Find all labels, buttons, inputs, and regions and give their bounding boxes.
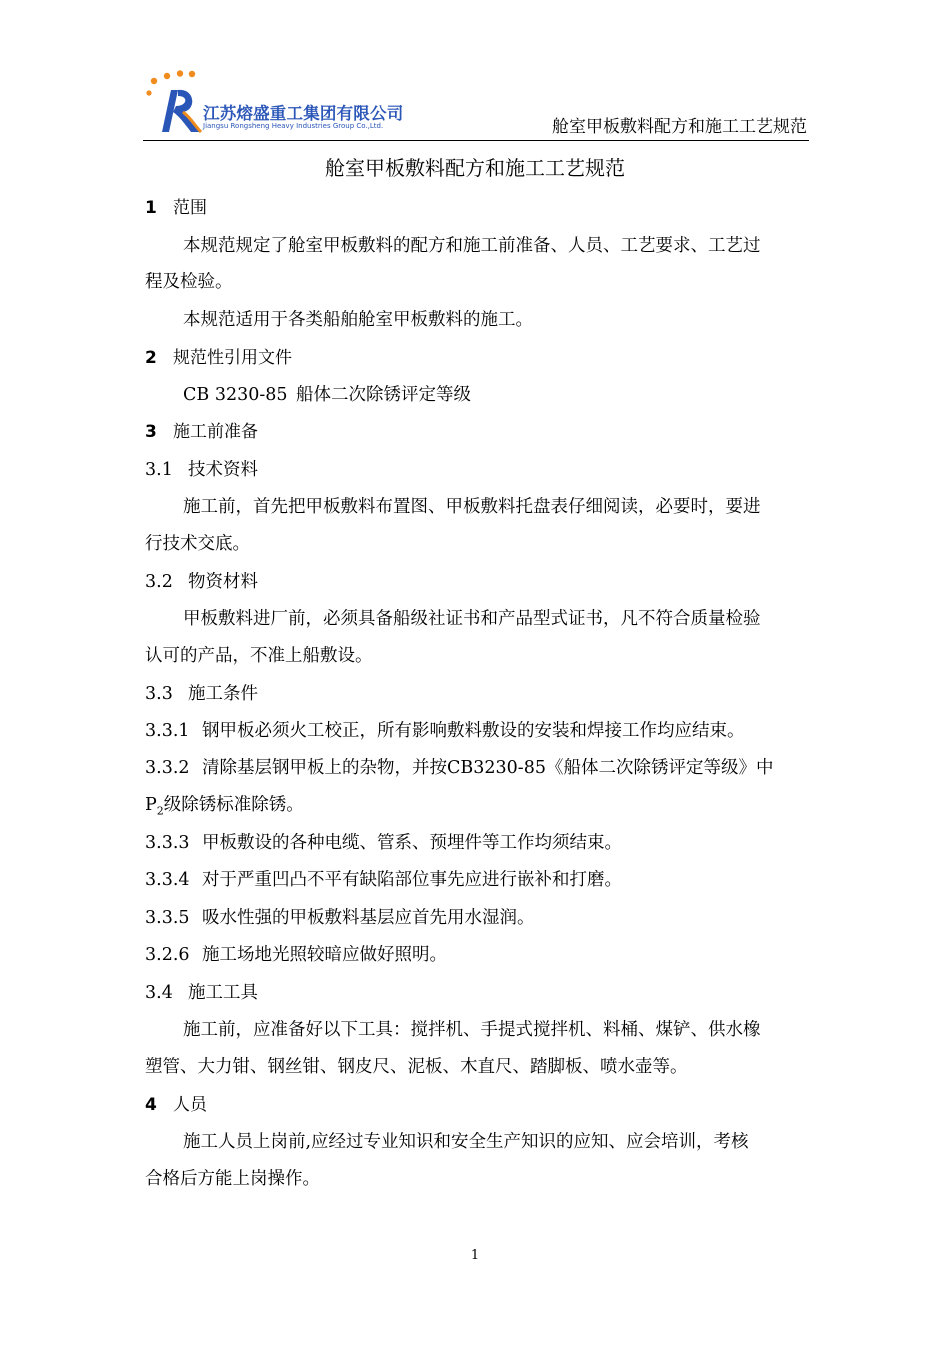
item-text: 钢甲板必须火工校正，所有影响敷料敷设的安装和焊接工作均应结束。 [202, 721, 745, 741]
item-text: 级除锈标准除锈。 [163, 795, 304, 815]
item-3-3-5 [145, 907, 535, 929]
subsection-number: 3.2 [145, 572, 173, 592]
subsection-title: 物资材料 [188, 572, 258, 592]
logo-company-name-en: Jiangsu Rongsheng Heavy Industries Group Co.,Ltd. [203, 122, 384, 130]
item-number: 3.3.1 [145, 721, 190, 741]
grade-letter: P [145, 795, 157, 815]
paragraph-continuation: 合格后方能上岗操作。 [145, 1169, 320, 1189]
subsection-3-2-heading [145, 571, 258, 593]
section-4-heading [145, 1094, 207, 1116]
paragraph-continuation: 认可的产品，不准上船敷设。 [145, 646, 373, 666]
item-3-2-6 [145, 944, 447, 966]
paragraph-continuation: 行技术交底。 [145, 534, 250, 554]
reference-title: 船体二次除锈评定等级 [296, 385, 471, 405]
item-3-3-4 [145, 869, 622, 891]
paragraph-continuation: 塑管、大力钳、钢丝钳、钢皮尺、泥板、木直尺、踏脚板、喷水壶等。 [145, 1057, 688, 1077]
section-title: 范围 [173, 198, 207, 218]
item-text: 施工场地光照较暗应做好照明。 [202, 945, 447, 965]
item-text: 吸水性强的甲板敷料基层应首先用水湿润。 [202, 908, 535, 928]
document-title: 舱室甲板敷料配方和施工工艺规范 [325, 156, 625, 180]
subsection-title: 施工条件 [188, 684, 258, 704]
subsection-number: 3.4 [145, 983, 173, 1003]
item-number: 3.3.4 [145, 870, 190, 890]
paragraph: 施工前，首先把甲板敷料布置图、甲板敷料托盘表仔细阅读，必要时，要进 [183, 497, 761, 517]
logo-company-name-cn: 江苏熔盛重工集团有限公司 [203, 104, 404, 123]
section-3-heading [145, 421, 258, 443]
subsection-title: 技术资料 [188, 460, 258, 480]
reference-code: CB 3230-85 [183, 385, 288, 405]
paragraph-continuation: 程及检验。 [145, 272, 233, 292]
section-number: 2 [145, 348, 157, 368]
section-title: 施工前准备 [173, 422, 258, 442]
item-text: 甲板敷设的各种电缆、管系、预埋件等工作均须结束。 [202, 833, 622, 853]
item-number: 3.3.5 [145, 908, 190, 928]
section-number: 1 [145, 198, 157, 218]
paragraph: 本规范规定了舱室甲板敷料的配方和施工前准备、人员、工艺要求、工艺过 [183, 236, 761, 256]
section-number: 3 [145, 422, 157, 442]
item-3-3-2-continuation [145, 794, 304, 816]
subsection-3-4-heading [145, 982, 258, 1004]
item-3-3-3 [145, 832, 622, 854]
item-text: 清除基层钢甲板上的杂物，并按CB3230-85《船体二次除锈评定等级》中 [202, 758, 774, 778]
item-number: 3.2.6 [145, 945, 190, 965]
item-number: 3.3.3 [145, 833, 190, 853]
item-number: 3.3.2 [145, 758, 190, 778]
section-title: 规范性引用文件 [173, 348, 292, 368]
page-header [143, 68, 809, 141]
subsection-3-3-heading [145, 683, 258, 705]
paragraph: 施工前，应准备好以下工具：搅拌机、手提式搅拌机、料桶、煤铲、供水橡 [183, 1020, 761, 1040]
logo-mark-icon [145, 70, 205, 136]
company-logo [145, 70, 475, 136]
section-1-heading [145, 197, 207, 219]
section-2-heading [145, 347, 292, 369]
section-number: 4 [145, 1095, 157, 1115]
paragraph: 施工人员上岗前,应经过专业知识和安全生产知识的应知、应会培训，考核 [183, 1132, 749, 1152]
page-number: 1 [470, 1248, 480, 1263]
section-title: 人员 [173, 1095, 207, 1115]
paragraph: 本规范适用于各类船舶舱室甲板敷料的施工。 [183, 310, 533, 330]
item-3-3-2 [145, 757, 773, 779]
paragraph: 甲板敷料进厂前，必须具备船级社证书和产品型式证书，凡不符合质量检验 [183, 609, 761, 629]
subsection-3-1-heading [145, 459, 258, 481]
reference-entry [183, 384, 471, 406]
subsection-title: 施工工具 [188, 983, 258, 1003]
grade-subscript: 2 [156, 804, 164, 818]
subsection-number: 3.1 [145, 460, 173, 480]
item-text: 对于严重凹凸不平有缺陷部位事先应进行嵌补和打磨。 [202, 870, 622, 890]
item-3-3-1 [145, 720, 745, 742]
header-title: 舱室甲板敷料配方和施工工艺规范 [552, 117, 807, 137]
subsection-number: 3.3 [145, 684, 173, 704]
